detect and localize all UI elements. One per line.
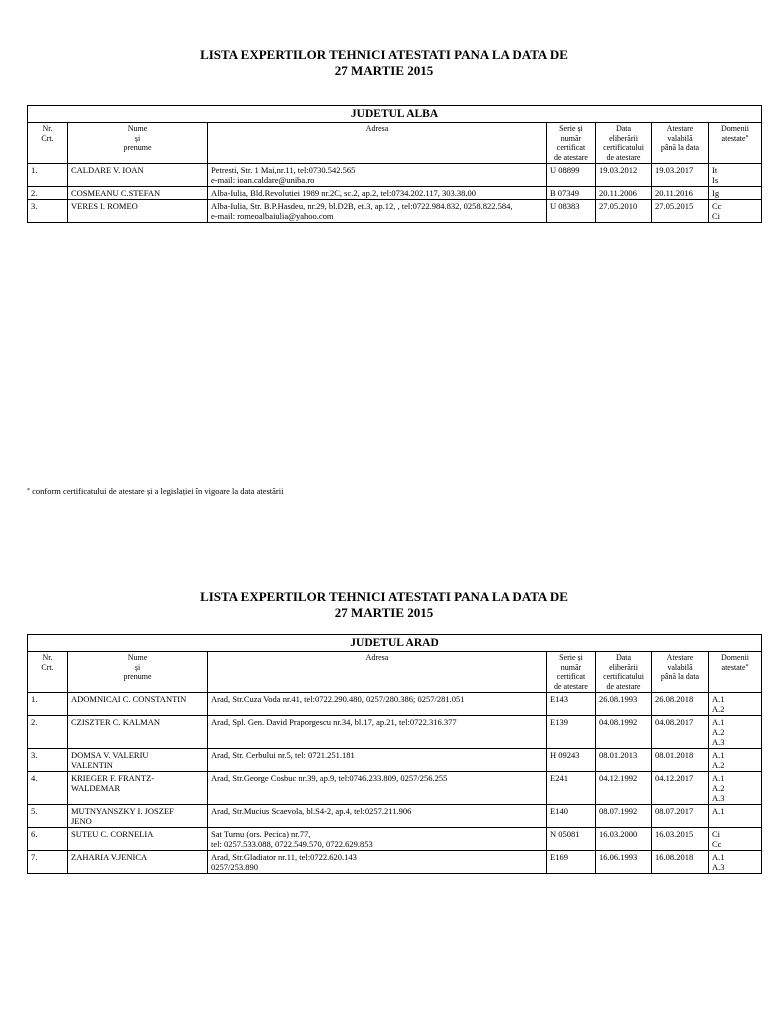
cell-address: Alba-Iulia, Bld.Revolutiei 1989 nr.2C, sc.2, ap.2, tel:0734.202.117, 303.38.00 [208, 187, 547, 200]
header-valid-until: Atestare valabilă până la data [652, 123, 709, 164]
footnote [27, 486, 283, 496]
cell-nr: 3. [28, 200, 68, 223]
cell-address: Alba-Iulia, Str. B.P.Hasdeu, nr.29, bl.D2B, et.3, ap.12, , tel:0722.984.832, 0258.822.584, e-mail: romeoalbaiulia@yahoo.com [208, 200, 547, 223]
cell-domains: A.1 A.3 [709, 851, 762, 874]
cell-nr: 1. [28, 164, 68, 187]
table-row [28, 187, 762, 200]
header-domains: Domenii atestate* [709, 123, 762, 164]
header-date-issued: Data eliberării certificatului de atestare [596, 652, 652, 693]
cell-date-issued: 08.07.1992 [596, 805, 652, 828]
table-body-alba [28, 164, 762, 223]
cell-valid-until: 16.03.2015 [652, 828, 709, 851]
title-line-2: 27 MARTIE 2015 [334, 63, 434, 78]
cell-serie: E241 [547, 772, 596, 805]
header-serie: Serie și număr certificat de atestare [547, 123, 596, 164]
header-address: Adresa [208, 123, 547, 164]
cell-serie: B 07349 [547, 187, 596, 200]
cell-domains: A.1 A.2 [709, 693, 762, 716]
cell-date-issued: 27.05.2010 [596, 200, 652, 223]
experts-table-alba [27, 105, 762, 223]
cell-date-issued: 16.03.2000 [596, 828, 652, 851]
cell-name: CZISZTER C. KALMAN [68, 716, 208, 749]
title-line-1: LISTA EXPERTILOR TEHNICI ATESTATI PANA LA DATA DE [200, 589, 568, 604]
cell-name: MUTNYANSZKY I. JOSZEF JENO [68, 805, 208, 828]
cell-date-issued: 20.11.2006 [596, 187, 652, 200]
table-header-row [28, 652, 762, 693]
cell-valid-until: 08.01.2018 [652, 749, 709, 772]
title-line-2: 27 MARTIE 2015 [334, 605, 434, 620]
cell-valid-until: 20.11.2016 [652, 187, 709, 200]
county-heading: JUDETUL ARAD [28, 635, 762, 652]
header-nr: Nr. Crt. [28, 123, 68, 164]
cell-nr: 3. [28, 749, 68, 772]
table-body-arad [28, 693, 762, 874]
cell-serie: E143 [547, 693, 596, 716]
header-date-issued: Data eliberării certificatului de atestare [596, 123, 652, 164]
cell-domains: A.1 A.2 A.3 [709, 716, 762, 749]
cell-address: Sat Turnu (ors. Pecica) nr.77, tel: 0257.533.088, 0722.549.570, 0722.629.853 [208, 828, 547, 851]
table-header-row [28, 123, 762, 164]
header-nr: Nr. Crt. [28, 652, 68, 693]
cell-date-issued: 08.01.2013 [596, 749, 652, 772]
header-valid-until: Atestare valabilă până la data [652, 652, 709, 693]
cell-domains: It Is [709, 164, 762, 187]
cell-valid-until: 26.08.2018 [652, 693, 709, 716]
cell-address: Arad, Str. Cerbului nr.5, tel: 0721.251.181 [208, 749, 547, 772]
cell-nr: 5. [28, 805, 68, 828]
cell-serie: E140 [547, 805, 596, 828]
cell-name: DOMSA V. VALERIU VALENTIN [68, 749, 208, 772]
cell-valid-until: 04.08.2017 [652, 716, 709, 749]
cell-serie: E169 [547, 851, 596, 874]
cell-date-issued: 04.08.1992 [596, 716, 652, 749]
cell-valid-until: 08.07.2017 [652, 805, 709, 828]
cell-name: SUTEU C. CORNELIA [68, 828, 208, 851]
cell-name: ZAHARIA V.JENICA [68, 851, 208, 874]
table-row [28, 200, 762, 223]
cell-domains: A.1 [709, 805, 762, 828]
footnote-mark: * [27, 488, 30, 494]
cell-serie: U 08383 [547, 200, 596, 223]
cell-date-issued: 16.06.1993 [596, 851, 652, 874]
cell-date-issued: 19.03.2012 [596, 164, 652, 187]
cell-nr: 6. [28, 828, 68, 851]
table-row [28, 772, 762, 805]
table-row [28, 828, 762, 851]
page-title-arad [0, 589, 768, 621]
cell-nr: 2. [28, 716, 68, 749]
cell-date-issued: 04.12.1992 [596, 772, 652, 805]
table-row [28, 805, 762, 828]
cell-valid-until: 19.03.2017 [652, 164, 709, 187]
cell-serie: E139 [547, 716, 596, 749]
cell-address: Petresti, Str. 1 Mai,nr.11, tel:0730.542.565 e-mail: ioan.caldare@uniba.ro [208, 164, 547, 187]
cell-address: Arad, Str.Cuza Voda nr.41, tel:0722.290.480, 0257/280.386; 0257/281.051 [208, 693, 547, 716]
cell-name: CALDARE V. IOAN [68, 164, 208, 187]
cell-name: KRIEGER F. FRANTZ- WALDEMAR [68, 772, 208, 805]
cell-serie: U 08899 [547, 164, 596, 187]
cell-domains: Ig [709, 187, 762, 200]
footnote-text: conform certificatului de atestare și a legislației în vigoare la data atestării [30, 486, 284, 496]
cell-serie: H 09243 [547, 749, 596, 772]
header-address: Adresa [208, 652, 547, 693]
cell-nr: 7. [28, 851, 68, 874]
table-row [28, 749, 762, 772]
cell-valid-until: 16.08.2018 [652, 851, 709, 874]
cell-valid-until: 04.12.2017 [652, 772, 709, 805]
cell-nr: 4. [28, 772, 68, 805]
experts-table-arad [27, 634, 762, 874]
cell-address: Arad, Str.Mucius Scaevola, bl.S4-2, ap.4, tel:0257.211.906 [208, 805, 547, 828]
table-row [28, 693, 762, 716]
table-row [28, 851, 762, 874]
cell-serie: N 05081 [547, 828, 596, 851]
table-row [28, 716, 762, 749]
cell-domains: A.1 A.2 [709, 749, 762, 772]
page-title-alba [0, 47, 768, 79]
cell-address: Arad, Str.Gladiator nr.11, tel:0722.620.143 0257/253.890 [208, 851, 547, 874]
cell-address: Arad, Str.George Cosbuc nr.39, ap.9, tel:0746.233.809, 0257/256.255 [208, 772, 547, 805]
header-serie: Serie și număr certificat de atestare [547, 652, 596, 693]
cell-domains: Cc Ci [709, 200, 762, 223]
cell-name: COSMEANU C.STEFAN [68, 187, 208, 200]
header-domains: Domenii atestate* [709, 652, 762, 693]
cell-domains: Ci Cc [709, 828, 762, 851]
cell-nr: 1. [28, 693, 68, 716]
cell-valid-until: 27.05.2015 [652, 200, 709, 223]
cell-address: Arad, Spl. Gen. David Praporgescu nr.34, bl.17, ap.21, tel:0722.316.377 [208, 716, 547, 749]
cell-domains: A.1 A.2 A.3 [709, 772, 762, 805]
cell-name: VERES I. ROMEO [68, 200, 208, 223]
title-line-1: LISTA EXPERTILOR TEHNICI ATESTATI PANA LA DATA DE [200, 47, 568, 62]
cell-date-issued: 26.08.1993 [596, 693, 652, 716]
table-row [28, 164, 762, 187]
cell-name: ADOMNICAI C. CONSTANTIN [68, 693, 208, 716]
county-heading: JUDETUL ALBA [28, 106, 762, 123]
header-name: Nume și prenume [68, 652, 208, 693]
header-name: Nume și prenume [68, 123, 208, 164]
cell-nr: 2. [28, 187, 68, 200]
